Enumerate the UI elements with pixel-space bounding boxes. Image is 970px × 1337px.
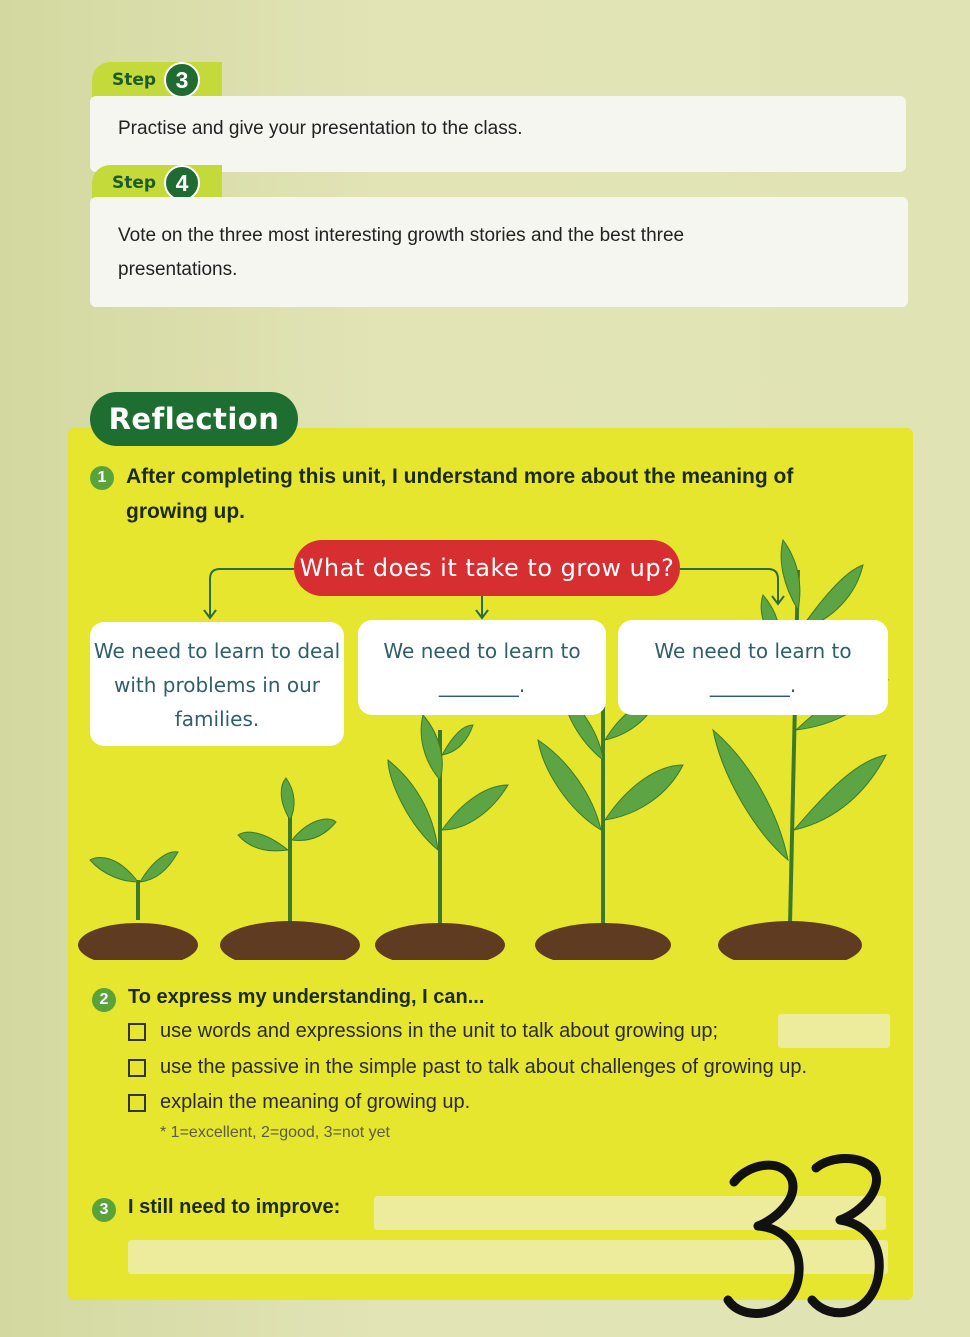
checkbox-3[interactable] — [128, 1094, 146, 1112]
q2-item-1-text: use words and expressions in the unit to talk about growing up; — [160, 1020, 719, 1042]
rating-field-1[interactable] — [778, 1014, 890, 1048]
step-4-label: Step — [112, 173, 157, 193]
diagram-question-pill — [294, 540, 680, 596]
answer-card-3 — [618, 620, 888, 715]
q2-item-1 — [128, 1020, 718, 1043]
reflection-badge — [90, 392, 298, 446]
step-4-text-line1: Vote on the three most interesting growth stories and the best three — [118, 225, 685, 246]
answer-card-2 — [358, 620, 606, 715]
step-3-number: 3 — [164, 62, 200, 98]
card-2-line1: We need to learn to — [383, 639, 581, 663]
card-3-line1: We need to learn to — [654, 639, 852, 663]
card-3-blank[interactable]: ________. — [709, 673, 797, 697]
checkbox-1[interactable] — [128, 1023, 146, 1041]
q1-number: 1 — [90, 466, 114, 490]
rating-note: * 1=excellent, 2=good, 3=not yet — [160, 1124, 390, 1141]
card-1-line1: We need to learn to deal — [93, 639, 341, 663]
step-4-text-line2: presentations. — [118, 259, 238, 280]
card-2-blank[interactable]: ________. — [438, 673, 526, 697]
q2-item-3 — [128, 1091, 470, 1114]
reflection-title: Reflection — [108, 402, 280, 436]
step-3-tab — [92, 62, 222, 98]
q2-item-2-text: use the passive in the simple past to talk about challenges of growing up. — [160, 1056, 808, 1078]
diagram-question: What does it take to grow up? — [299, 554, 675, 582]
step-4-box — [90, 197, 908, 307]
q2-number: 2 — [92, 988, 116, 1012]
answer-card-1 — [90, 622, 344, 746]
step-3-text: Practise and give your presentation to the class. — [118, 118, 523, 139]
q1-line2: growing up. — [126, 500, 245, 523]
step-3-label: Step — [112, 70, 157, 90]
step-4-tab — [92, 165, 222, 201]
card-1-line3: families. — [174, 707, 260, 731]
q2-item-3-text: explain the meaning of growing up. — [160, 1091, 471, 1113]
q3-heading: I still need to improve: — [128, 1196, 341, 1218]
card-1-line2: with problems in our — [113, 673, 321, 697]
step-3-box — [90, 96, 906, 172]
handwritten-page-number — [712, 1150, 892, 1335]
checkbox-2[interactable] — [128, 1059, 146, 1077]
q2-item-2 — [128, 1056, 807, 1079]
q3-number: 3 — [92, 1198, 116, 1222]
q1-line1: After completing this unit, I understand more about the meaning of — [126, 465, 794, 488]
q2-heading: To express my understanding, I can... — [128, 986, 485, 1008]
step-4-number: 4 — [164, 165, 200, 201]
